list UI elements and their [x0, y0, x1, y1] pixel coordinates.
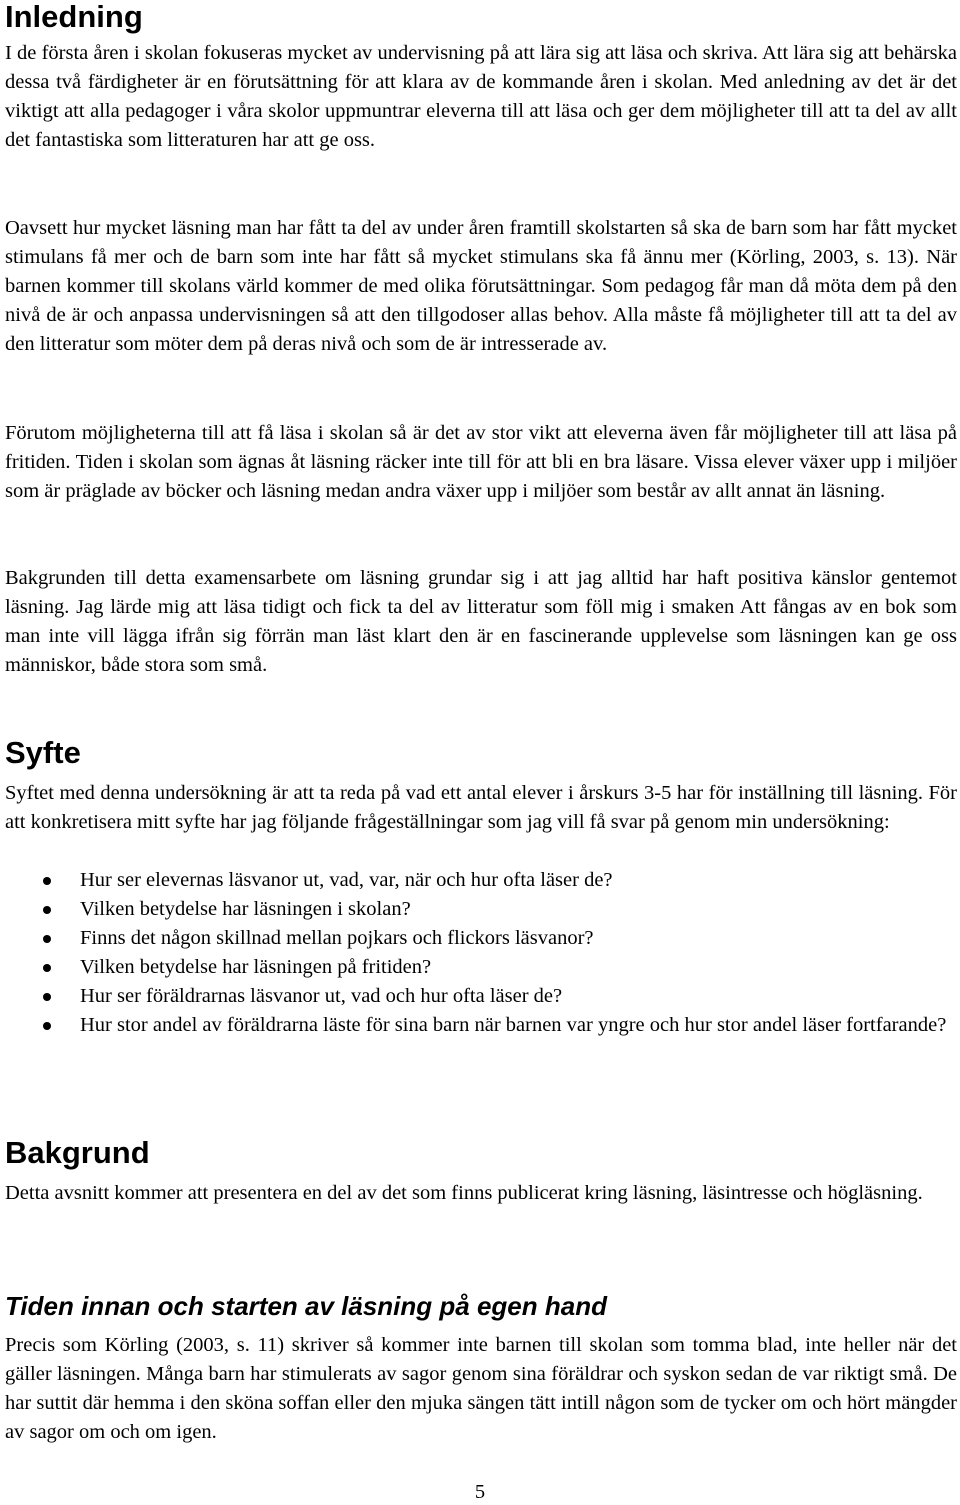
- list-item: [5, 982, 957, 1011]
- list-item: [5, 924, 957, 953]
- bullet-icon: [43, 906, 51, 914]
- paragraph-inledning-1: I de första åren i skolan fokuseras mycket av undervisning på att lära sig att läsa och skriva. Att lära sig att behärska dessa två färdigheter är en förutsättning för att klara av de kommande åren i skolan. Med anledning av det är det viktigt att alla pedagoger i våra skolor uppmuntrar eleverna till att läsa och ger dem möjligheter till att ta del av allt det fantastiska som litteraturen har att ge oss.: [5, 42, 957, 152]
- bullet-icon: [43, 993, 51, 1001]
- question-text: Finns det någon skillnad mellan pojkars och flickors läsvanor?: [80, 927, 594, 950]
- paragraph-inledning-4: Bakgrunden till detta examensarbete om läsning grundar sig i att jag alltid har haft positiva känslor gentemot läsning. Jag lärde mig att läsa tidigt och fick ta del av litteratur som föll mig i smaken Att fångas av en bok som man inte vill lägga ifrån sig förrän man läst klart den är en fascinerande upplevelse som läsningen kan ge oss människor, både stora som små.: [5, 567, 957, 677]
- heading-tiden-innan: Tiden innan och starten av läsning på egen hand: [5, 1291, 607, 1321]
- list-item: [5, 1011, 957, 1040]
- question-text: Hur ser föräldrarnas läsvanor ut, vad och hur ofta läser de?: [80, 985, 563, 1008]
- list-item: [5, 895, 957, 924]
- page-number: 5: [474, 1481, 486, 1503]
- question-text: Hur stor andel av föräldrarna läste för sina barn när barnen var yngre och hur stor andel läser fortfarande?: [80, 1014, 947, 1037]
- bullet-icon: [43, 964, 51, 972]
- question-list: [5, 866, 957, 1041]
- paragraph-tiden-innan: Precis som Körling (2003, s. 11) skriver så kommer inte barnen till skolan som tomma blad, inte heller när det gäller läsningen. Många barn har stimulerats av sagor genom sina föräldrar och syskon sedan de var riktigt små. De har suttit där hemma i den sköna soffan eller den mjuka sängen tätt intill någon som de tycker om och hört mängder av sagor om och om igen.: [5, 1334, 957, 1444]
- list-item: [5, 953, 957, 982]
- question-text: Hur ser elevernas läsvanor ut, vad, var, när och hur ofta läser de?: [80, 869, 613, 891]
- list-item: [5, 866, 957, 895]
- question-text: Vilken betydelse har läsningen på fritiden?: [80, 956, 432, 979]
- heading-inledning: Inledning: [5, 0, 143, 34]
- bullet-icon: [43, 935, 51, 943]
- paragraph-syfte: Syftet med denna undersökning är att ta reda på vad ett antal elever i årskurs 3-5 har för inställning till läsning. För att konkretisera mitt syfte har jag följande frågeställningar som jag vill få svar på genom min undersökning:: [5, 782, 957, 834]
- paragraph-inledning-3: Förutom möjligheterna till att få läsa i skolan så är det av stor vikt att eleverna även får möjligheter till att läsa på fritiden. Tiden i skolan som ägnas åt läsning räcker inte till för att bli en bra läsare. Vissa elever växer upp i miljöer som är präglade av böcker och läsning medan andra växer upp i miljöer som består av allt annat än läsning.: [5, 422, 957, 503]
- bullet-icon: [43, 1022, 51, 1030]
- paragraph-bakgrund: Detta avsnitt kommer att presentera en del av det som finns publicerat kring läsning, läsintresse och högläsning.: [5, 1182, 923, 1204]
- heading-syfte: Syfte: [5, 735, 81, 770]
- bullet-icon: [43, 877, 51, 885]
- question-text: Vilken betydelse har läsningen i skolan?: [80, 898, 411, 921]
- paragraph-inledning-2: Oavsett hur mycket läsning man har fått ta del av under åren framtill skolstarten så ska de barn som har fått mycket stimulans få mer och de barn som inte har fått så mycket stimulans ska få ännu mer (Körling, 2003, s. 13). När barnen kommer till skolans värld kommer de med olika förutsättningar. Som pedagog får man då möta dem på den nivå de är och anpassa undervisningen så att den tillgodoser allas behov. Alla måste få möjligheter till att ta del av den litteratur som möter dem på deras nivå och som de är intresserade av.: [5, 217, 957, 356]
- heading-bakgrund: Bakgrund: [5, 1135, 150, 1170]
